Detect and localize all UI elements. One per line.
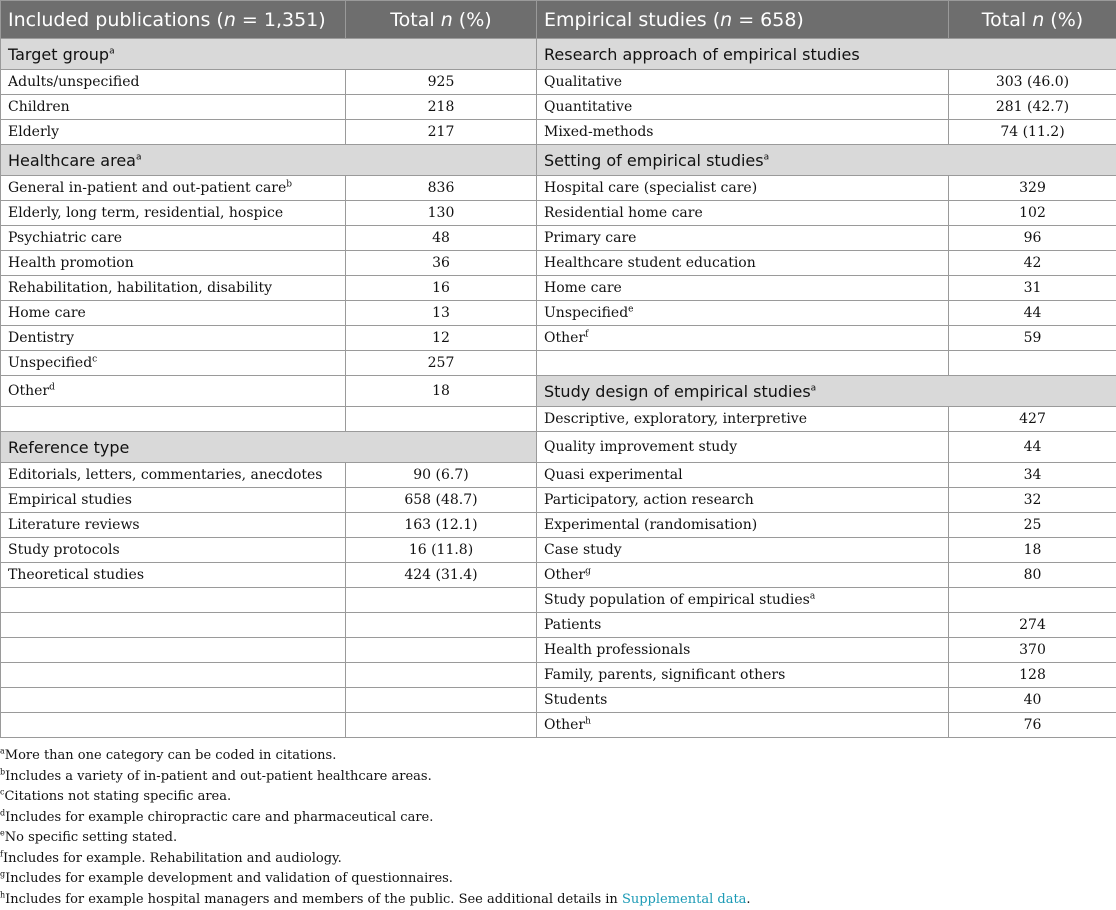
table-row — [1, 538, 1116, 563]
footnote-text: Citations not stating specific area. — [4, 789, 231, 804]
section-heading-left — [1, 145, 537, 176]
footnote-marker: a — [811, 383, 817, 393]
footnote-marker: f — [0, 849, 3, 858]
row-label-left-text: Empirical studies — [8, 492, 132, 508]
section-heading-left-text: Healthcare area — [8, 151, 136, 170]
row-label-right-text: Descriptive, exploratory, interpretive — [544, 411, 807, 427]
row-value-right-text: 18 — [1024, 542, 1042, 558]
row-value-right — [949, 513, 1116, 538]
row-label-right — [537, 326, 949, 351]
row-value-left — [346, 326, 537, 351]
row-value-left — [346, 351, 537, 376]
supplemental-data-link[interactable]: Supplemental data — [622, 892, 746, 907]
row-value-left — [346, 688, 537, 713]
row-value-left-text: 218 — [428, 99, 455, 115]
row-label-right-text: Quantitative — [544, 99, 632, 115]
row-value-left-text: 424 (31.4) — [404, 567, 477, 583]
row-value-left — [346, 70, 537, 95]
table-row — [1, 432, 1116, 463]
row-value-right-text: 44 — [1024, 439, 1042, 455]
row-value-left — [346, 638, 537, 663]
row-value-right — [949, 70, 1116, 95]
row-label-right-text: Mixed-methods — [544, 124, 653, 140]
footnote — [0, 787, 1110, 808]
table-row — [1, 688, 1116, 713]
footnote-marker: f — [585, 329, 588, 339]
row-value-right — [949, 120, 1116, 145]
row-label-left — [1, 663, 346, 688]
footnote-marker: g — [0, 870, 5, 879]
row-label-left — [1, 326, 346, 351]
row-label-left-text: Elderly — [8, 124, 59, 140]
row-label-left — [1, 226, 346, 251]
row-label-left — [1, 538, 346, 563]
footnote-text: No specific setting stated. — [5, 830, 177, 845]
row-label-right-text: Quasi experimental — [544, 467, 683, 483]
row-label-left-text: Editorials, letters, commentaries, anecdotes — [8, 467, 322, 483]
row-label-left — [1, 301, 346, 326]
row-value-right — [949, 463, 1116, 488]
table-row — [1, 588, 1116, 613]
row-value-right-text: 303 (46.0) — [996, 74, 1069, 90]
row-value-left-text: 48 — [432, 230, 450, 246]
row-label-left — [1, 488, 346, 513]
row-value-right-text: 44 — [1024, 305, 1042, 321]
row-label-right — [537, 201, 949, 226]
row-value-right — [949, 351, 1116, 376]
section-heading-right-text: Study design of empirical studies — [544, 382, 811, 401]
row-label-right-text: Case study — [544, 542, 622, 558]
table-row — [1, 563, 1116, 588]
row-label-right-text: Quality improvement study — [544, 439, 737, 455]
table-row — [1, 276, 1116, 301]
row-label-right — [537, 407, 949, 432]
row-label-left-text: Home care — [8, 305, 86, 321]
row-value-left — [346, 563, 537, 588]
row-label-left-text: Dentistry — [8, 330, 74, 346]
row-value-left — [346, 538, 537, 563]
footnote-marker: c — [0, 788, 4, 797]
row-label-right — [537, 251, 949, 276]
row-value-right — [949, 276, 1116, 301]
table-row — [1, 301, 1116, 326]
row-label-left — [1, 201, 346, 226]
row-label-left-text: Study protocols — [8, 542, 120, 558]
table-row — [1, 663, 1116, 688]
row-value-left-text: 13 — [432, 305, 450, 321]
footnote-marker: h — [0, 890, 5, 899]
footnote-text: Includes for example. Rehabilitation and audiology. — [3, 851, 342, 866]
row-value-right-text: 76 — [1024, 717, 1042, 733]
row-label-right — [537, 688, 949, 713]
row-value-right-text: 31 — [1024, 280, 1042, 296]
row-value-right — [949, 95, 1116, 120]
footnote-marker: h — [585, 716, 591, 726]
row-value-left — [346, 301, 537, 326]
row-label-right — [537, 638, 949, 663]
table-row — [1, 351, 1116, 376]
table-row — [1, 513, 1116, 538]
row-value-right — [949, 638, 1116, 663]
row-label-right — [537, 463, 949, 488]
row-label-left-text: Elderly, long term, residential, hospice — [8, 205, 283, 221]
row-label-right-text: Residential home care — [544, 205, 703, 221]
footnote — [0, 828, 1110, 849]
row-label-right-text: Experimental (randomisation) — [544, 517, 757, 533]
row-label-right-text: Other — [544, 330, 585, 346]
row-value-right — [949, 713, 1116, 738]
footnote-marker: e — [628, 304, 633, 314]
row-label-left — [1, 120, 346, 145]
row-value-left-text: 16 (11.8) — [409, 542, 473, 558]
row-value-left — [346, 201, 537, 226]
footnote-marker: c — [92, 354, 97, 364]
row-label-left-text: Unspecified — [8, 355, 92, 371]
row-value-right-text: 42 — [1024, 255, 1042, 271]
row-value-right — [949, 326, 1116, 351]
row-label-right — [537, 95, 949, 120]
row-value-left-text: 16 — [432, 280, 450, 296]
footnote — [0, 849, 1110, 870]
footnote-marker: a — [764, 152, 770, 162]
row-value-right — [949, 538, 1116, 563]
row-value-left — [346, 176, 537, 201]
row-value-left-text: 658 (48.7) — [404, 492, 477, 508]
row-value-left-text: 90 (6.7) — [413, 467, 468, 483]
footnote-marker: a — [0, 747, 5, 756]
row-label-right-text: Hospital care (specialist care) — [544, 180, 757, 196]
section-heading-left-text: Reference type — [8, 438, 129, 457]
row-value-left — [346, 120, 537, 145]
row-label-right-text: Healthcare student education — [544, 255, 756, 271]
row-value-right-text: 74 (11.2) — [1000, 124, 1064, 140]
row-value-right-text: 281 (42.7) — [996, 99, 1069, 115]
footnote-text-end: . — [746, 892, 750, 907]
row-value-right — [949, 488, 1116, 513]
row-label-right — [537, 713, 949, 738]
row-value-right-text: 128 — [1019, 667, 1046, 683]
row-label-right — [537, 120, 949, 145]
table-row — [1, 70, 1116, 95]
row-label-left — [1, 251, 346, 276]
row-value-left-text: 836 — [428, 180, 455, 196]
footnote-marker: d — [49, 382, 55, 392]
row-label-left — [1, 638, 346, 663]
row-value-left — [346, 251, 537, 276]
row-value-left — [346, 588, 537, 613]
row-label-left — [1, 463, 346, 488]
row-label-left-text: Rehabilitation, habilitation, disability — [8, 280, 272, 296]
row-value-left-text: 12 — [432, 330, 450, 346]
row-value-left-text: 163 (12.1) — [404, 517, 477, 533]
row-label-right-text: Study population of empirical studies — [544, 592, 810, 608]
footnote-text: Includes a variety of in-patient and out-patient healthcare areas. — [5, 769, 432, 784]
row-label-right — [537, 226, 949, 251]
row-label-right-text: Family, parents, significant others — [544, 667, 785, 683]
row-value-right-text: 40 — [1024, 692, 1042, 708]
row-value-left-text: 925 — [428, 74, 455, 90]
row-value-right-text: 370 — [1019, 642, 1046, 658]
row-label-left — [1, 351, 346, 376]
row-label-left-text: General in-patient and out-patient care — [8, 180, 286, 196]
row-value-left-text: 217 — [428, 124, 455, 140]
footnote-marker: b — [286, 179, 292, 189]
row-label-right-text: Primary care — [544, 230, 636, 246]
row-label-left — [1, 376, 346, 407]
table-row — [1, 376, 1116, 407]
row-label-left — [1, 176, 346, 201]
table-row — [1, 613, 1116, 638]
row-label-left-text: Children — [8, 99, 70, 115]
row-value-right-text: 274 — [1019, 617, 1046, 633]
row-value-right — [949, 251, 1116, 276]
row-label-right-text: Students — [544, 692, 607, 708]
table-row — [1, 39, 1116, 70]
row-value-right — [949, 201, 1116, 226]
footnote-marker: a — [109, 46, 115, 56]
row-label-left-text: Adults/unspecified — [8, 74, 139, 90]
row-label-left — [1, 588, 346, 613]
row-label-right — [537, 351, 949, 376]
row-label-right — [537, 301, 949, 326]
row-value-right-text: 25 — [1024, 517, 1042, 533]
header-included-publications: Included publications (n = 1,351) — [1, 1, 346, 39]
row-label-left-text: Psychiatric care — [8, 230, 122, 246]
row-label-left — [1, 688, 346, 713]
table-row — [1, 407, 1116, 432]
footnote — [0, 808, 1110, 829]
row-value-right — [949, 613, 1116, 638]
row-label-left — [1, 613, 346, 638]
row-value-right-text: 96 — [1024, 230, 1042, 246]
row-value-right-text: 59 — [1024, 330, 1042, 346]
row-label-left — [1, 563, 346, 588]
row-label-left-text: Other — [8, 383, 49, 399]
footnote — [0, 869, 1110, 890]
row-label-left-text: Health promotion — [8, 255, 134, 271]
row-label-right — [537, 588, 949, 613]
row-label-right-text: Qualitative — [544, 74, 622, 90]
row-label-left — [1, 95, 346, 120]
table-row — [1, 95, 1116, 120]
footnote-marker: a — [810, 591, 815, 601]
section-heading-right — [537, 39, 1116, 70]
row-value-right — [949, 176, 1116, 201]
row-label-right-text: Home care — [544, 280, 622, 296]
row-value-left — [346, 613, 537, 638]
table-row — [1, 326, 1116, 351]
row-value-right-text: 80 — [1024, 567, 1042, 583]
header-total-right: Total n (%) — [949, 1, 1116, 39]
table-row — [1, 201, 1116, 226]
table-header-row — [1, 1, 1116, 39]
footnote — [0, 746, 1110, 767]
row-value-right — [949, 588, 1116, 613]
row-label-right — [537, 70, 949, 95]
table-row — [1, 488, 1116, 513]
row-value-left-text: 36 — [432, 255, 450, 271]
row-value-right — [949, 226, 1116, 251]
row-value-right — [949, 563, 1116, 588]
footnote-text: Includes for example hospital managers and members of the public. See additional details in — [5, 892, 622, 907]
table-row — [1, 176, 1116, 201]
footnote-marker: b — [0, 767, 5, 776]
section-heading-right — [537, 376, 1116, 407]
row-label-right — [537, 513, 949, 538]
row-label-right — [537, 488, 949, 513]
row-label-right — [537, 176, 949, 201]
row-value-right — [949, 663, 1116, 688]
row-value-left — [346, 488, 537, 513]
footnote-marker: a — [136, 152, 142, 162]
row-label-right — [537, 613, 949, 638]
section-heading-left — [1, 432, 537, 463]
row-label-left-text: Literature reviews — [8, 517, 140, 533]
table-row — [1, 638, 1116, 663]
row-value-right-text: 102 — [1019, 205, 1046, 221]
row-value-left — [346, 276, 537, 301]
table-row — [1, 226, 1116, 251]
row-label-right-text: Health professionals — [544, 642, 690, 658]
row-label-left — [1, 70, 346, 95]
table-row — [1, 120, 1116, 145]
table-row — [1, 145, 1116, 176]
row-label-left — [1, 713, 346, 738]
row-value-left-text: 257 — [428, 355, 455, 371]
row-value-left-text: 18 — [432, 383, 450, 399]
row-label-right — [537, 563, 949, 588]
row-value-left — [346, 713, 537, 738]
row-value-left — [346, 376, 537, 407]
row-value-right-text: 329 — [1019, 180, 1046, 196]
row-label-right-text: Unspecified — [544, 305, 628, 321]
row-value-right-text: 32 — [1024, 492, 1042, 508]
row-label-right — [537, 538, 949, 563]
section-heading-right — [537, 145, 1116, 176]
row-label-left — [1, 407, 346, 432]
footnote-text: More than one category can be coded in citations. — [5, 748, 337, 763]
section-heading-left-text: Target group — [8, 45, 109, 64]
row-value-right — [949, 407, 1116, 432]
section-heading-right-text: Setting of empirical studies — [544, 151, 764, 170]
footnotes — [0, 746, 1110, 910]
row-label-left-text: Theoretical studies — [8, 567, 144, 583]
row-label-right — [537, 432, 949, 463]
table-row — [1, 713, 1116, 738]
row-value-left-text: 130 — [428, 205, 455, 221]
section-heading-left — [1, 39, 537, 70]
footnote — [0, 767, 1110, 788]
row-value-right — [949, 301, 1116, 326]
row-value-right — [949, 688, 1116, 713]
table-row — [1, 463, 1116, 488]
row-label-right — [537, 276, 949, 301]
row-value-left — [346, 226, 537, 251]
table-row — [1, 251, 1116, 276]
row-label-right-text: Other — [544, 717, 585, 733]
row-value-left — [346, 513, 537, 538]
row-value-right-text: 34 — [1024, 467, 1042, 483]
footnote-marker: d — [0, 808, 5, 817]
header-total-left: Total n (%) — [346, 1, 537, 39]
footnote-text: Includes for example development and validation of questionnaires. — [5, 871, 453, 886]
row-value-left — [346, 407, 537, 432]
row-value-right-text: 427 — [1019, 411, 1046, 427]
footnote-marker: g — [585, 566, 591, 576]
header-empirical-studies: Empirical studies (n = 658) — [537, 1, 949, 39]
footnote-marker: e — [0, 829, 5, 838]
row-label-right-text: Other — [544, 567, 585, 583]
row-label-right — [537, 663, 949, 688]
section-heading-right-text: Research approach of empirical studies — [544, 45, 860, 64]
row-value-left — [346, 95, 537, 120]
row-value-left — [346, 463, 537, 488]
row-label-left — [1, 513, 346, 538]
row-label-right-text: Patients — [544, 617, 601, 633]
row-label-right-text: Participatory, action research — [544, 492, 754, 508]
footnote-text: Includes for example chiropractic care and pharmaceutical care. — [5, 810, 433, 825]
row-value-left — [346, 663, 537, 688]
row-value-right — [949, 432, 1116, 463]
row-label-left — [1, 276, 346, 301]
